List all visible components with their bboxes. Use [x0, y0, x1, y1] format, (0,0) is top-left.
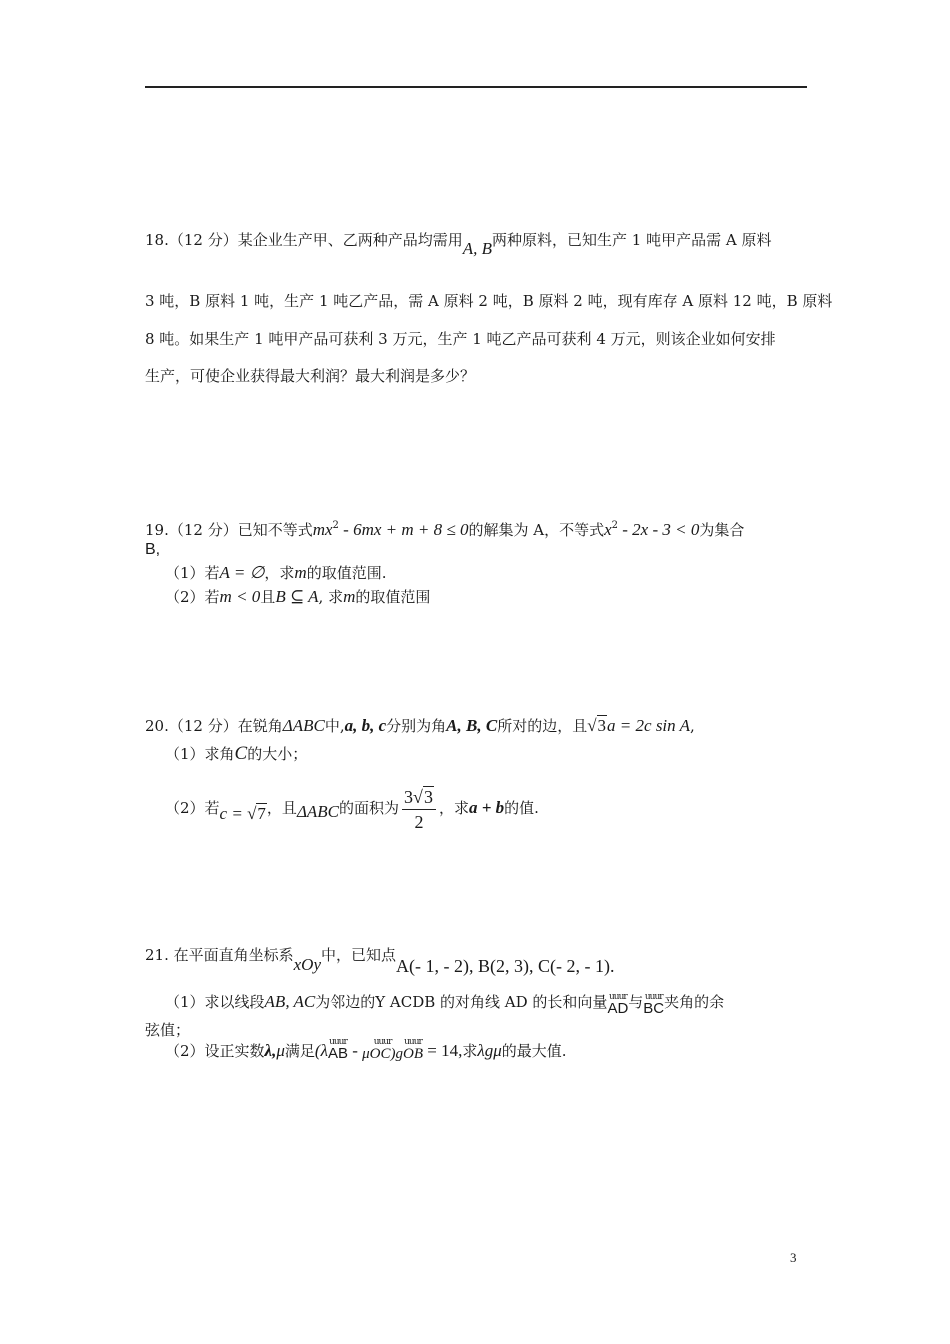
- q20-text: ,: [689, 717, 695, 735]
- q19-math: m < 0: [219, 587, 261, 606]
- q21-vector-ad: [607, 993, 628, 1017]
- q20-sqrt7: [256, 786, 267, 842]
- q21-math: μ: [276, 1041, 285, 1060]
- q19-text: （1）若: [165, 564, 220, 582]
- q20-part-1: [165, 744, 307, 764]
- q21-text: 夹角的余: [664, 993, 725, 1011]
- q19-text: , 求: [318, 588, 344, 606]
- vector-arrow: uuur: [329, 1037, 347, 1047]
- q21-text: 中，已知点: [321, 946, 397, 964]
- q18-line-2: 3 吨，B 原料 1 吨，生产 1 吨乙产品，需 A 原料 2 吨，B 原料 2 吨，现有库存 A 原料 12 吨，B 原料: [145, 292, 833, 310]
- q20-math: a, b, c: [344, 716, 387, 735]
- q18-text: 两种原料，已知生产 1 吨甲产品需 A 原料: [492, 231, 772, 249]
- vector-label: AD: [607, 1000, 629, 1017]
- q21-math: xOy: [293, 955, 321, 974]
- q19-sup: 2: [332, 520, 339, 531]
- q19-text: 且: [260, 588, 276, 606]
- q19-math: A = ∅: [219, 563, 265, 582]
- q21-part-2: [165, 1038, 567, 1068]
- q20-text: ，且: [266, 799, 297, 817]
- vector-label: AB: [327, 1045, 348, 1062]
- q21-vector-oc: [362, 1038, 403, 1062]
- q18-math-ab: A, B: [462, 239, 492, 258]
- q20-text: （1）求角: [165, 745, 235, 763]
- q21-math: λ,: [264, 1041, 277, 1060]
- q21-line-1: [145, 944, 614, 980]
- vector-label: BC: [643, 1000, 665, 1017]
- q21-math: (λ: [314, 1041, 328, 1060]
- q19-text: 的取值范围.: [306, 564, 387, 582]
- q20-frac-num: 3: [404, 786, 414, 807]
- vector-arrow: uuur: [404, 1037, 422, 1047]
- q21-part-1-cont: 弦值；: [145, 1021, 191, 1039]
- q19-math: B ⊆ A: [275, 587, 319, 606]
- q20-text: 的面积为: [339, 799, 400, 817]
- q21-vector-ob: [403, 1038, 423, 1062]
- q20-sqrt-radicand: 3: [597, 716, 607, 735]
- q21-points: A(- 1, - 2), B(2, 3), C(- 2, - 1).: [396, 956, 615, 976]
- q21-text: 21. 在平面直角坐标系: [145, 946, 294, 964]
- q19-text: 的取值范围: [355, 588, 431, 606]
- q21-text: （1）求以线段: [165, 993, 265, 1011]
- q20-math: ΔABC: [282, 716, 325, 735]
- q21-part-1: [165, 992, 724, 1022]
- q21-vector-ab: [328, 1038, 348, 1062]
- q20-sqrt-radicand: 7: [257, 804, 266, 823]
- q20-part-2: （2）若c = √7，且ΔABC的面积为 $\frac{3√3}{2}$ ，求a + b的值.: [165, 780, 539, 836]
- q21-text: 与: [628, 993, 644, 1011]
- q19-text: ，求: [264, 564, 295, 582]
- q20-line-1: 20.（12 分）在锐角ΔABC中,a, b, c分别为角A, B, C所对的边，且√3a = 2c sin A,: [145, 716, 695, 735]
- q20-sqrt3: [597, 716, 608, 736]
- q20-math: C: [234, 743, 248, 764]
- q18-text: 18.（12 分）某企业生产甲、乙两种产品均需用: [145, 231, 463, 249]
- q21-vector-bc: [643, 993, 664, 1017]
- vector-arrow: uuur: [373, 1037, 392, 1047]
- q19-ineq1: mx: [312, 520, 333, 539]
- q20-math: c =: [219, 804, 248, 823]
- q20-text: 所对的边，且: [497, 717, 588, 735]
- q19-text: 的解集为 A，不等式: [468, 521, 605, 539]
- q21-text: 满足: [284, 1042, 315, 1060]
- vector-arrow: uuur: [644, 992, 663, 1002]
- q20-text: 的大小；: [247, 745, 308, 763]
- q19-part-2: [165, 587, 430, 607]
- q21-text: （2）设正实数: [165, 1042, 265, 1060]
- q18-line-1: [145, 230, 772, 258]
- q21-math: -: [347, 1041, 363, 1060]
- q20-frac-radicand: 3: [423, 786, 433, 807]
- q19-text: （2）若: [165, 588, 220, 606]
- q21-math: λgμ: [477, 1041, 502, 1060]
- page-number: 3: [790, 1250, 797, 1265]
- q21-text: 的最大值.: [501, 1042, 567, 1060]
- vector-label: OB: [403, 1046, 423, 1062]
- q21-text: 求: [462, 1042, 478, 1060]
- header-rule: [145, 86, 807, 88]
- q18-line-3: 8 吨。如果生产 1 吨甲产品可获利 3 万元，生产 1 吨乙产品可获利 4 万元，则该企业如何安排: [145, 330, 776, 348]
- q20-fraction: $\frac{3√3}{2}$: [402, 785, 436, 834]
- q19-line-1: [145, 516, 744, 540]
- vector-arrow: uuur: [609, 992, 627, 1002]
- q19-ineq2: - 2x - 3 < 0: [618, 520, 700, 539]
- q19-text: 为集合: [699, 521, 745, 539]
- q20-math: A, B, C: [446, 716, 498, 735]
- q20-text: 分别为角: [386, 717, 447, 735]
- q21-math: AB, AC: [264, 992, 316, 1011]
- q20-math: ΔABC: [296, 802, 340, 821]
- q19-line-2: B,: [145, 541, 161, 558]
- q19-math: m: [343, 587, 356, 606]
- q21-math: = 14,: [423, 1041, 463, 1060]
- q20-text: 的值.: [504, 799, 539, 817]
- q20-text: 中,: [324, 717, 345, 735]
- q20-math: a = 2c sin A: [607, 716, 690, 735]
- q21-text: 为邻边的Y ACDB 的对角线 AD 的长和向量: [315, 993, 608, 1011]
- q18-line-4: 生产，可使企业获得最大利润？最大利润是多少？: [145, 367, 476, 385]
- q19-sup: 2: [611, 520, 618, 531]
- q19-ineq2: x: [604, 520, 612, 539]
- q20-text: 20.（12 分）在锐角: [145, 717, 283, 735]
- q20-math: a + b: [468, 798, 505, 817]
- q20-text: （2）若: [165, 799, 220, 817]
- q19-part-1: [165, 563, 386, 583]
- q19-text: 19.（12 分）已知不等式: [145, 521, 313, 539]
- q20-frac-den: 2: [414, 811, 424, 832]
- q19-ineq1: - 6mx + m + 8 ≤ 0: [338, 520, 469, 539]
- q20-text: ，求: [438, 799, 469, 817]
- vector-label: μOC)g: [362, 1046, 403, 1062]
- q19-math: m: [294, 563, 307, 582]
